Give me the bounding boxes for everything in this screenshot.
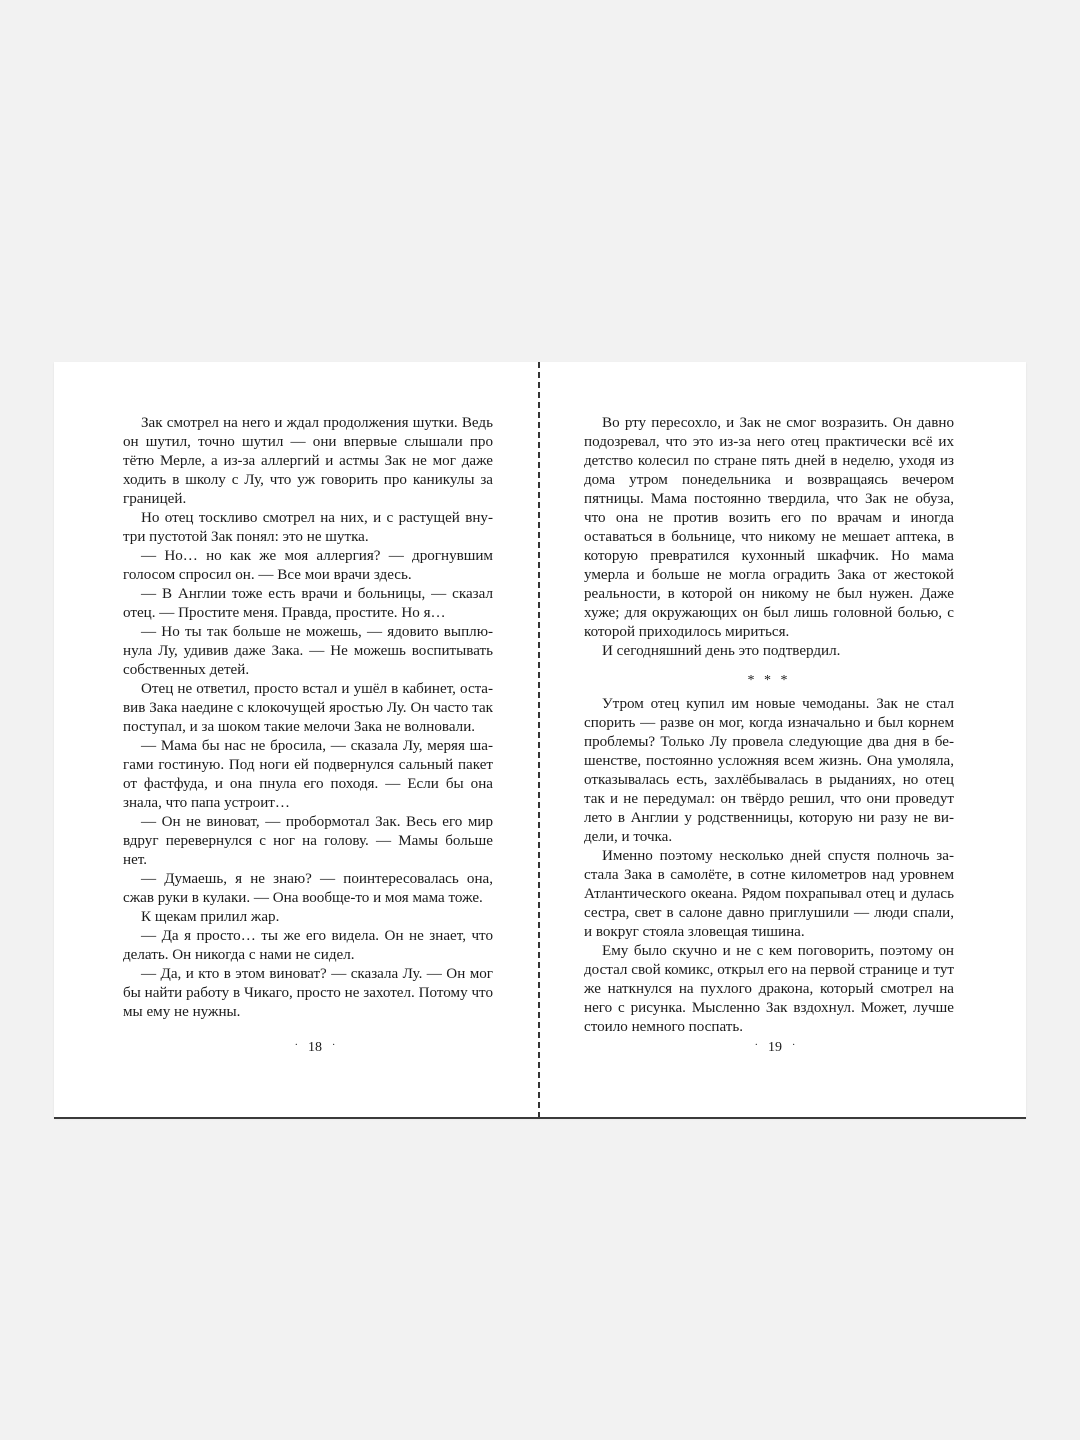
paragraph: И сегодняшний день это подтвердил. xyxy=(602,643,841,659)
paragraph: Утром отец купил им новые чемоданы. Зак не стал спорить — разве он мог, когда изначально и был корнем проблемы? Только Лу провела следующие два дня в бешенстве, постоянно усложняя всем жизнь. Она умоляла, отказывалась есть, захлёбывалась в рыданиях, но отец так и не передумал: он твёрдо решил, что они проведут лето в Англии у родственницы, которую ни разу не видели, и точка. xyxy=(584,696,954,845)
paragraph: Отец не ответил, просто встал и ушёл в кабинет, остaвив Зака наедине с клокочущей яростью Лу. Он часто так поступал, и за шоком такие мелочи Зака не волновали. xyxy=(123,681,493,735)
page-number-dot: · xyxy=(294,1040,298,1051)
paragraph: — Да, и кто в этом виноват? — сказала Лу. — Он мог бы найти работу в Чикаго, просто не захотел. Потому что мы ему не нужны. xyxy=(123,966,493,1020)
paragraph: Именно поэтому несколько дней спустя полночь застала Зака в самолёте, в сотне километров над уровнем Атлантического океана. Рядом похрапывал отец и дулась сестра, свет в салоне давно приглушили — люди спали, и вокруг стояла зловещая тишина. xyxy=(584,848,954,940)
page-number-value: 19 xyxy=(768,1040,782,1055)
paragraph: Ему было скучно и не с кем поговорить, поэтому он достал свой комикс, открыл его на первой странице и тут же наткнулся на пухлого дракона, который смотрел на него с рисунка. Мысленно Зак вздохнул. Может, лучше стоило немного поспать. xyxy=(584,943,954,1035)
paragraph: — Но… но как же моя аллергия? — дрогнувшим голосом спросил он. — Все мои врачи здесь. xyxy=(123,548,493,583)
paragraph: — Но ты так больше не можешь, — ядовито выплюнула Лу, удивив даже Зака. — Не можешь воспитывать собственных детей. xyxy=(123,624,493,678)
page-number-right xyxy=(532,1040,1018,1056)
right-page-text xyxy=(584,414,954,1037)
paragraph: К щекам прилил жар. xyxy=(141,909,280,925)
paragraph: — Мама бы нас не бросила, — сказала Лу, меряя шагами гостиную. Под ноги ей подвернулся сальный пакет от фастфуда, и она пнула его походя. — Если бы она знала, что папа устроит… xyxy=(123,738,493,811)
paragraph: Во рту пересохло, и Зак не смог возразить. Он давно подозревал, что это из-за него отец практически всё их детство колесил по стране пять дней в неделю, уходя из дома утром понедельника и возвращаясь вечером пятницы. Мама постоянно твердила, что Зак не обуза, что она не против возить его по врачам и иногда оставаться в больнице, что никому не мешает аптека, в которую превратился кухонный шкафчик. Но мама умерла и больше не могла оградить Зака от жестокой реальности, в которой он никому не был нужен. Даже хуже; для окружающих он был лишь головной болью, с которой приходилось мириться. xyxy=(584,415,954,640)
right-page xyxy=(540,362,1026,1118)
paragraph: — Да я просто… ты же его видела. Он не знает, что делать. Он никогда с нами не сидел. xyxy=(123,928,493,963)
page-number-dot: · xyxy=(754,1040,758,1051)
left-page-text xyxy=(123,414,493,1022)
page-number-dot: · xyxy=(792,1040,796,1051)
spread-bottom-edge xyxy=(54,1117,1026,1119)
section-separator: * * * xyxy=(747,673,791,688)
book-spread xyxy=(54,362,1026,1118)
page-number-value: 18 xyxy=(308,1040,322,1055)
paragraph: — Он не виноват, — пробормотал Зак. Весь его мир вдруг перевернулся с ног на голову. — Мамы больше нет. xyxy=(123,814,493,868)
paragraph: — В Англии тоже есть врачи и больницы, — сказал отец. — Простите меня. Правда, простите. Но я… xyxy=(123,586,493,621)
paragraph: Но отец тоскливо смотрел на них, и с растущей внутри пустотой Зак понял: это не шутка. xyxy=(123,510,493,545)
page-number-left xyxy=(72,1040,558,1056)
page-number-dot: · xyxy=(332,1040,336,1051)
paragraph: — Думаешь, я не знаю? — поинтересовалась она, сжав руки в кулаки. — Она вообще-то и моя мама тоже. xyxy=(123,871,493,906)
paragraph: Зак смотрел на него и ждал продолжения шутки. Ведь он шутил, точно шутил — они впервые слышали про тётю Мерле, а из-за аллергий и астмы Зак не мог даже ходить в школу с Лу, что уж говорить про каникулы за границей. xyxy=(123,415,493,507)
left-page xyxy=(54,362,540,1118)
